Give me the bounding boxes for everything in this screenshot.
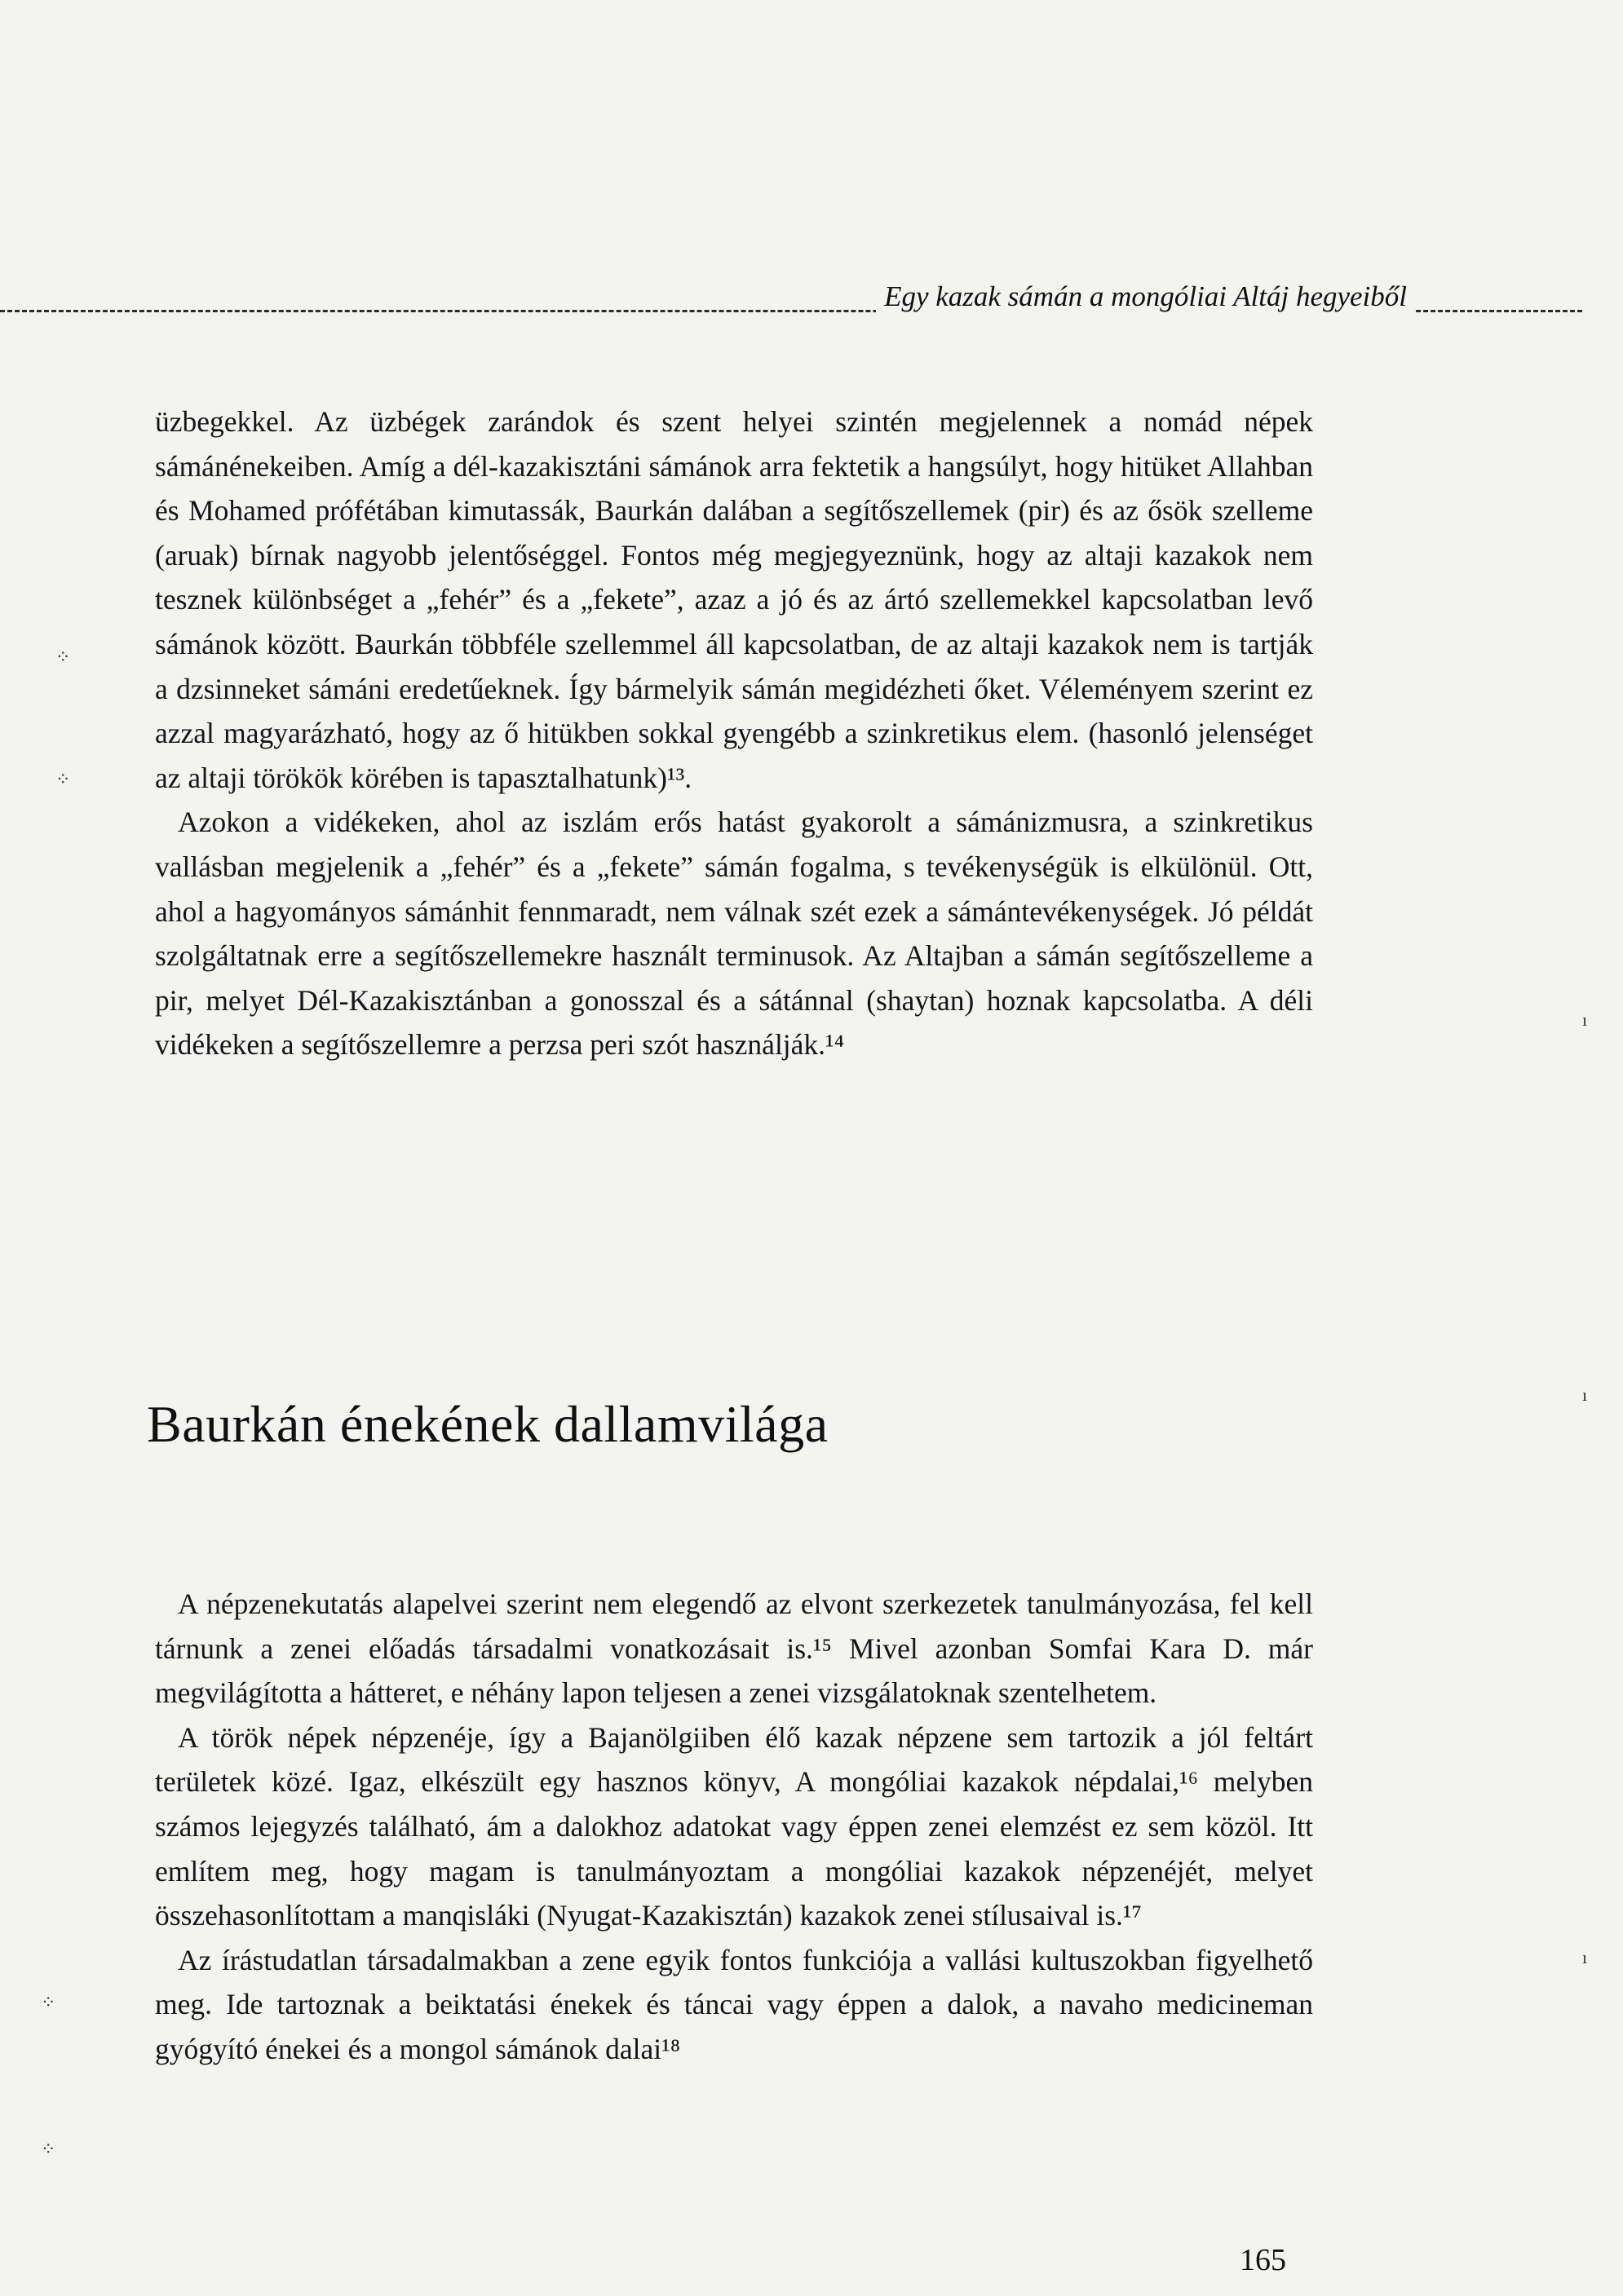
paragraph: A népzenekutatás alapelvei szerint nem elegendő az elvont szerkezetek tanulmányozása, fel kell tárnunk a zenei előadás társadalmi vonatkozásait is.¹⁵ Mivel azonban Somfai Kara D. már megvilágította a hátteret, e néhány lapon teljesen a zenei vizsgálatoknak szentelhetem. [155,1587,1313,1710]
paragraph: Az írástudatlan társadalmakban a zene egyik fontos funkciója a vallási kultuszokban figyelhető meg. Ide tartoznak a beiktatási énekek és táncai vagy éppen a dalok, a navaho medicineman gyógyító énekei és a mongol sámánok dalai¹⁸ [155,1943,1313,2065]
body-text-bottom [155,1582,1313,2072]
margin-mark-dot-icon: ⁘ [41,1992,56,2012]
margin-mark-tick-icon: ı [1582,1384,1588,1405]
section-heading: Baurkán énekének dallamvilága [147,1395,829,1453]
body-text-top [155,400,1313,1067]
margin-mark-dot-icon: ⁘ [55,769,71,789]
margin-mark-dot-icon: ⁘ [55,647,71,667]
margin-mark-tick-icon: ı [1582,1009,1588,1030]
margin-mark-tick-icon: ı [1582,1947,1588,1967]
paragraph: A török népek népzenéje, így a Bajanölgiiben élő kazak népzene sem tartozik a jól feltárt területek közé. Igaz, elkészült egy hasznos könyv, A mongóliai kazakok népdalai,¹⁶ melyben számos lejegyzés található, ám a dalokhoz adatokat vagy éppen zenei elemzést ez sem közöl. Itt említem meg, hogy magam is tanulmányoztam a mongóliai kazakok népzenéjét, melyet összehasonlítottam a manqisláki (Nyugat-Kazakisztán) kazakok zenei stílusaival is.¹⁷ [155,1720,1313,1932]
paragraph: üzbegekkel. Az üzbégek zarándok és szent helyei szintén megjelennek a nomád népek sámánénekeiben. Amíg a dél-kazakisztáni sámánok arra fektetik a hangsúlyt, hogy hitüket Allahban és Mohamed prófétában kimutassák, Baurkán dalában a segítőszellemek (pir) és az ősök szelleme (aruak) bírnak nagyobb jelentőséggel. Fontos még megjegyeznünk, hogy az altaji kazakok nem tesznek különbséget a „fehér” és a „fekete”, azaz a jó és az ártó szellemekkel kapcsolatban levő sámánok között. Baurkán többféle szellemmel áll kapcsolatban, de az altaji kazakok nem is tartják a dzsinneket sámáni eredetűeknek. Így bármelyik sámán megidézheti őket. Véleményem szerint ez azzal magyarázható, hogy az ő hitükben sokkal gyengébb a szinkretikus elem. (hasonló jelenséget az altaji törökök körében is tapasztalhatunk)¹³. [155,405,1313,794]
paragraph: Azokon a vidékeken, ahol az iszlám erős hatást gyakorolt a sámánizmusra, a szinkretikus vallásban megjelenik a „fehér” és a „fekete” sámán fogalma, s tevékenységük is elkülönül. Ott, ahol a hagyományos sámánhit fennmaradt, nem válnak szét ezek a sámántevékenységek. Jó példát szolgáltatnak erre a segítőszellemekre használt terminusok. Az Altajban a sámán segítőszelleme a pir, melyet Dél-Kazakisztánban a gonosszal és a sátánnal (shaytan) hoznak kapcsolatba. A déli vidékeken a segítőszellemre a perzsa peri szót használják.¹⁴ [155,806,1313,1062]
page-number: 165 [1240,2243,1286,2277]
running-header [0,280,1623,320]
running-title: Egy kazak sámán a mongóliai Altáj hegyeiből [876,280,1415,313]
margin-mark-dot-icon: ⁘ [41,2139,56,2159]
